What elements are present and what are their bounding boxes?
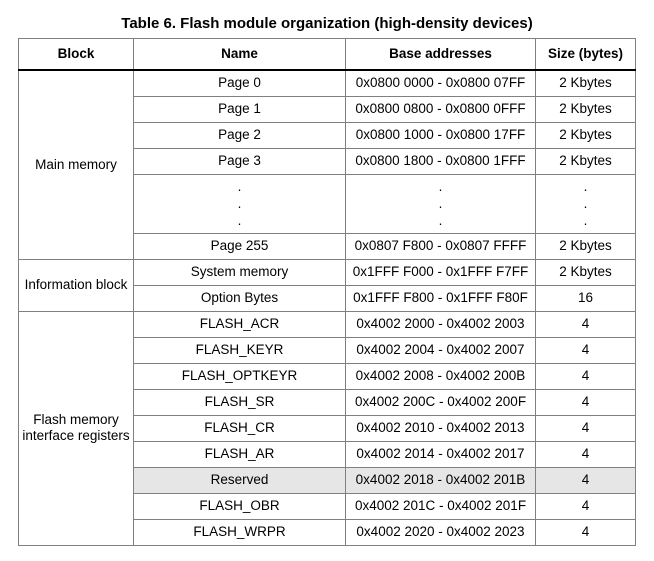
cell-size: 2 Kbytes <box>536 148 636 174</box>
cell-address: 0x0800 1000 - 0x0800 17FF <box>346 122 536 148</box>
cell-name: Reserved <box>134 467 346 493</box>
cell-address: 0x4002 2004 - 0x4002 2007 <box>346 337 536 363</box>
flash-organization-table <box>18 38 636 546</box>
cell-address: 0x0800 1800 - 0x0800 1FFF <box>346 148 536 174</box>
cell-address: 0x0800 0800 - 0x0800 0FFF <box>346 96 536 122</box>
block-flash-registers-label: Flash memory interface registers <box>22 412 130 443</box>
cell-size: 4 <box>536 441 636 467</box>
block-flash-registers <box>19 311 134 545</box>
ellipsis-dot: . <box>237 213 242 228</box>
flash-registers-group <box>19 311 636 545</box>
ellipsis-dot: . <box>438 196 443 211</box>
header-name: Name <box>134 39 346 71</box>
cell-name: FLASH_OPTKEYR <box>134 363 346 389</box>
header-size: Size (bytes) <box>536 39 636 71</box>
cell-name: FLASH_WRPR <box>134 519 346 545</box>
cell-name: FLASH_KEYR <box>134 337 346 363</box>
cell-size: 4 <box>536 467 636 493</box>
cell-size: 4 <box>536 337 636 363</box>
cell-name: Page 255 <box>134 233 346 259</box>
ellipsis-dot: . <box>438 213 443 228</box>
cell-address: 0x4002 2010 - 0x4002 2013 <box>346 415 536 441</box>
cell-name: FLASH_SR <box>134 389 346 415</box>
cell-address: 0x0807 F800 - 0x0807 FFFF <box>346 233 536 259</box>
cell-address: 0x4002 2014 - 0x4002 2017 <box>346 441 536 467</box>
cell-name: Page 1 <box>134 96 346 122</box>
header-base-addresses: Base addresses <box>346 39 536 71</box>
ellipsis-dot: . <box>583 213 588 228</box>
table-row <box>19 259 636 285</box>
ellipsis-name <box>134 174 346 233</box>
cell-address: 0x4002 201C - 0x4002 201F <box>346 493 536 519</box>
cell-name: Page 0 <box>134 70 346 96</box>
cell-size: 4 <box>536 493 636 519</box>
ellipsis-dot: . <box>583 196 588 211</box>
table-row <box>19 311 636 337</box>
cell-address: 0x4002 2018 - 0x4002 201B <box>346 467 536 493</box>
cell-size: 2 Kbytes <box>536 259 636 285</box>
cell-size: 4 <box>536 389 636 415</box>
cell-address: 0x1FFF F000 - 0x1FFF F7FF <box>346 259 536 285</box>
cell-address: 0x4002 200C - 0x4002 200F <box>346 389 536 415</box>
cell-size: 2 Kbytes <box>536 122 636 148</box>
ellipsis-size <box>536 174 636 233</box>
table-caption: Table 6. Flash module organization (high-density devices) <box>121 15 533 32</box>
cell-size: 16 <box>536 285 636 311</box>
cell-address: 0x4002 2020 - 0x4002 2023 <box>346 519 536 545</box>
cell-size: 4 <box>536 519 636 545</box>
ellipsis-address <box>346 174 536 233</box>
cell-name: System memory <box>134 259 346 285</box>
cell-address: 0x4002 2008 - 0x4002 200B <box>346 363 536 389</box>
header-row <box>19 39 636 71</box>
cell-size: 2 Kbytes <box>536 96 636 122</box>
ellipsis-dot: . <box>438 179 443 194</box>
cell-size: 2 Kbytes <box>536 233 636 259</box>
cell-address: 0x4002 2000 - 0x4002 2003 <box>346 311 536 337</box>
cell-name: Option Bytes <box>134 285 346 311</box>
cell-size: 2 Kbytes <box>536 70 636 96</box>
cell-size: 4 <box>536 415 636 441</box>
cell-name: Page 2 <box>134 122 346 148</box>
header-block: Block <box>19 39 134 71</box>
block-information: Information block <box>19 259 134 311</box>
cell-name: FLASH_CR <box>134 415 346 441</box>
cell-name: FLASH_ACR <box>134 311 346 337</box>
ellipsis-dot: . <box>237 196 242 211</box>
information-block-group <box>19 259 636 311</box>
cell-name: FLASH_OBR <box>134 493 346 519</box>
cell-size: 4 <box>536 363 636 389</box>
cell-size: 4 <box>536 311 636 337</box>
cell-name: Page 3 <box>134 148 346 174</box>
table-row <box>19 70 636 96</box>
cell-address: 0x0800 0000 - 0x0800 07FF <box>346 70 536 96</box>
main-memory-group <box>19 70 636 259</box>
block-main-memory: Main memory <box>19 70 134 259</box>
cell-address: 0x1FFF F800 - 0x1FFF F80F <box>346 285 536 311</box>
ellipsis-dot: . <box>237 179 242 194</box>
ellipsis-dot: . <box>583 179 588 194</box>
cell-name: FLASH_AR <box>134 441 346 467</box>
